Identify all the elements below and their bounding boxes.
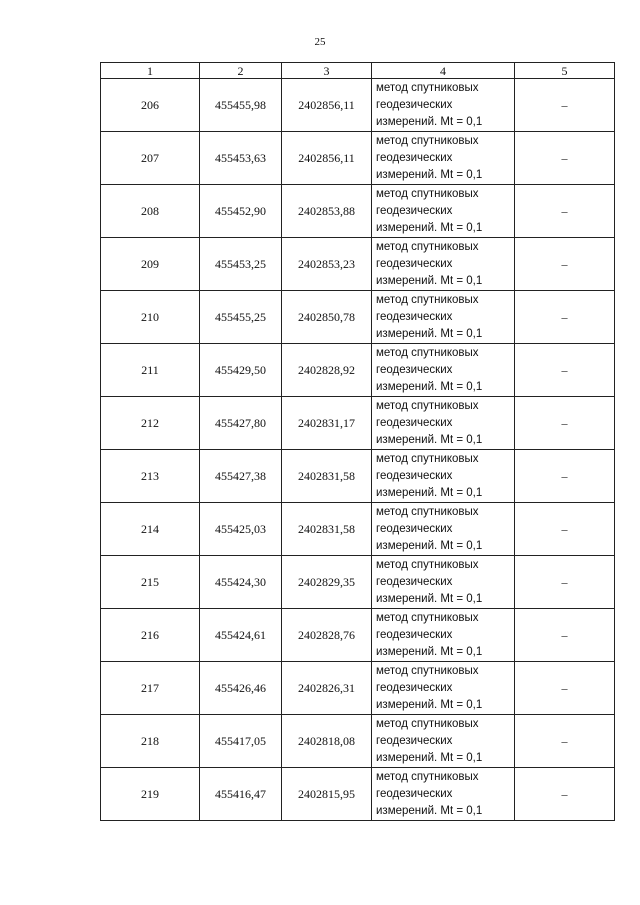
note-cell: –	[515, 132, 615, 185]
y-coordinate-cell: 2402856,11	[282, 79, 372, 132]
point-cell: 213	[101, 450, 200, 503]
point-cell: 209	[101, 238, 200, 291]
note-cell: –	[515, 291, 615, 344]
x-coordinate-cell: 455425,03	[200, 503, 282, 556]
y-coordinate-cell: 2402826,31	[282, 662, 372, 715]
y-coordinate-cell: 2402856,11	[282, 132, 372, 185]
table-row	[101, 556, 615, 609]
note-cell: –	[515, 662, 615, 715]
table-row	[101, 662, 615, 715]
page-number: 25	[314, 36, 326, 48]
x-coordinate-cell: 455429,50	[200, 344, 282, 397]
point-cell: 211	[101, 344, 200, 397]
table-row	[101, 609, 615, 662]
x-coordinate-cell: 455455,25	[200, 291, 282, 344]
method-cell: метод спутниковых геодезических измерений. Mt = 0,1	[372, 768, 515, 821]
method-cell: метод спутниковых геодезических измерений. Mt = 0,1	[372, 291, 515, 344]
point-cell: 206	[101, 79, 200, 132]
point-cell: 210	[101, 291, 200, 344]
x-coordinate-cell: 455452,90	[200, 185, 282, 238]
y-coordinate-cell: 2402831,17	[282, 397, 372, 450]
x-coordinate-cell: 455424,61	[200, 609, 282, 662]
method-cell: метод спутниковых геодезических измерений. Mt = 0,1	[372, 185, 515, 238]
x-coordinate-cell: 455427,80	[200, 397, 282, 450]
point-cell: 207	[101, 132, 200, 185]
note-cell: –	[515, 397, 615, 450]
y-coordinate-cell: 2402850,78	[282, 291, 372, 344]
table-row	[101, 291, 615, 344]
x-coordinate-cell: 455417,05	[200, 715, 282, 768]
point-cell: 218	[101, 715, 200, 768]
point-cell: 214	[101, 503, 200, 556]
y-coordinate-cell: 2402829,35	[282, 556, 372, 609]
table-row	[101, 715, 615, 768]
y-coordinate-cell: 2402831,58	[282, 450, 372, 503]
x-coordinate-cell: 455427,38	[200, 450, 282, 503]
method-cell: метод спутниковых геодезических измерений. Mt = 0,1	[372, 238, 515, 291]
note-cell: –	[515, 238, 615, 291]
table-row	[101, 397, 615, 450]
x-coordinate-cell: 455416,47	[200, 768, 282, 821]
header-col-2: 2	[200, 63, 282, 79]
method-cell: метод спутниковых геодезических измерений. Mt = 0,1	[372, 450, 515, 503]
y-coordinate-cell: 2402831,58	[282, 503, 372, 556]
y-coordinate-cell: 2402828,92	[282, 344, 372, 397]
x-coordinate-cell: 455426,46	[200, 662, 282, 715]
table-header-row	[101, 63, 615, 79]
table-body	[101, 79, 615, 821]
method-cell: метод спутниковых геодезических измерений. Mt = 0,1	[372, 132, 515, 185]
header-col-5: 5	[515, 63, 615, 79]
point-cell: 217	[101, 662, 200, 715]
method-cell: метод спутниковых геодезических измерений. Mt = 0,1	[372, 556, 515, 609]
header-col-4: 4	[372, 63, 515, 79]
x-coordinate-cell: 455424,30	[200, 556, 282, 609]
note-cell: –	[515, 503, 615, 556]
note-cell: –	[515, 715, 615, 768]
y-coordinate-cell: 2402853,88	[282, 185, 372, 238]
table-row	[101, 450, 615, 503]
point-cell: 212	[101, 397, 200, 450]
point-cell: 215	[101, 556, 200, 609]
x-coordinate-cell: 455453,25	[200, 238, 282, 291]
header-col-1: 1	[101, 63, 200, 79]
x-coordinate-cell: 455453,63	[200, 132, 282, 185]
table-row	[101, 185, 615, 238]
method-cell: метод спутниковых геодезических измерений. Mt = 0,1	[372, 79, 515, 132]
coordinates-table	[100, 62, 615, 821]
note-cell: –	[515, 556, 615, 609]
table-row	[101, 79, 615, 132]
note-cell: –	[515, 79, 615, 132]
point-cell: 216	[101, 609, 200, 662]
note-cell: –	[515, 609, 615, 662]
note-cell: –	[515, 185, 615, 238]
note-cell: –	[515, 450, 615, 503]
table-row	[101, 238, 615, 291]
method-cell: метод спутниковых геодезических измерений. Mt = 0,1	[372, 662, 515, 715]
header-col-3: 3	[282, 63, 372, 79]
table-row	[101, 344, 615, 397]
method-cell: метод спутниковых геодезических измерений. Mt = 0,1	[372, 344, 515, 397]
method-cell: метод спутниковых геодезических измерений. Mt = 0,1	[372, 503, 515, 556]
table-row	[101, 503, 615, 556]
y-coordinate-cell: 2402815,95	[282, 768, 372, 821]
y-coordinate-cell: 2402853,23	[282, 238, 372, 291]
table-row	[101, 132, 615, 185]
x-coordinate-cell: 455455,98	[200, 79, 282, 132]
method-cell: метод спутниковых геодезических измерений. Mt = 0,1	[372, 397, 515, 450]
y-coordinate-cell: 2402828,76	[282, 609, 372, 662]
y-coordinate-cell: 2402818,08	[282, 715, 372, 768]
method-cell: метод спутниковых геодезических измерений. Mt = 0,1	[372, 715, 515, 768]
note-cell: –	[515, 768, 615, 821]
table-row	[101, 768, 615, 821]
point-cell: 219	[101, 768, 200, 821]
method-cell: метод спутниковых геодезических измерений. Mt = 0,1	[372, 609, 515, 662]
note-cell: –	[515, 344, 615, 397]
point-cell: 208	[101, 185, 200, 238]
